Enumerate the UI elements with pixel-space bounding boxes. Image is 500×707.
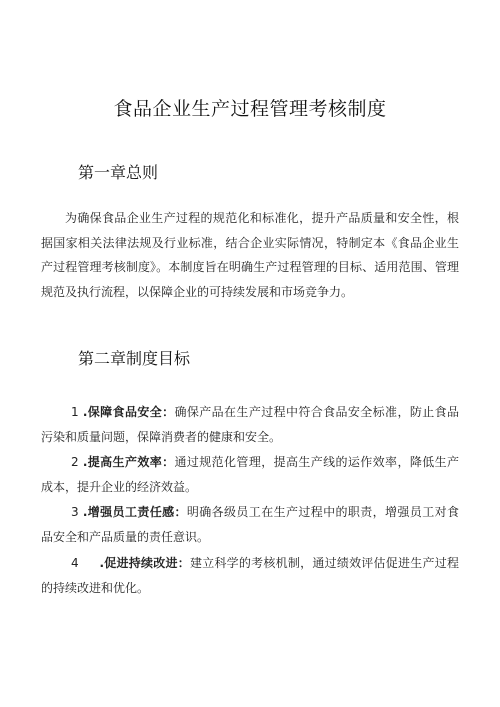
goal-item-text: 建立科学的考核机制，通过绩效评估促进生产过程的持续改进和优化。 [41,556,459,595]
goal-item-term: .增强员工责任感： [82,505,187,519]
chapter-1-heading: 第一章总则 [78,163,159,182]
goal-item-number: 1 [71,405,79,419]
goal-item-2 [41,450,459,499]
goal-item-text: 通过规范化管理，提高生产线的运作效率，降低生产成本，提升企业的经济效益。 [41,455,459,494]
goal-item-3 [41,500,459,549]
goal-item-number: 4 [71,556,79,570]
goal-item-term: .促进持续改进： [99,556,190,570]
goal-item-term: .提高生产效率： [82,455,175,469]
goal-item-text: 明确各级员工在生产过程中的职责，增强员工对食品安全和产品质量的责任意识。 [41,505,459,544]
goal-item-term: .保障食品安全： [82,405,175,419]
document-title: 食品企业生产过程管理考核制度 [113,98,387,120]
goal-item-4 [41,551,459,600]
chapter-2-heading: 第二章制度目标 [78,349,191,368]
goal-item-text: 确保产品在生产过程中符合食品安全标准，防止食品污染和质量问题，保障消费者的健康和安全。 [41,405,459,444]
chapter-1-paragraph: 为确保食品企业生产过程的规范化和标准化，提升产品质量和安全性，根据国家相关法律法规及行业标准，结合企业实际情况，特制定本《食品企业生产过程管理考核制度》。本制度旨在明确生产过程管理的目标、适用范围、管理规范及执行流程，以保障企业的可持续发展和市场竞争力。 [41,211,459,299]
goal-item-number: 3 [71,505,79,519]
goal-item-1 [41,400,459,449]
goal-item-number: 2 [71,455,79,469]
